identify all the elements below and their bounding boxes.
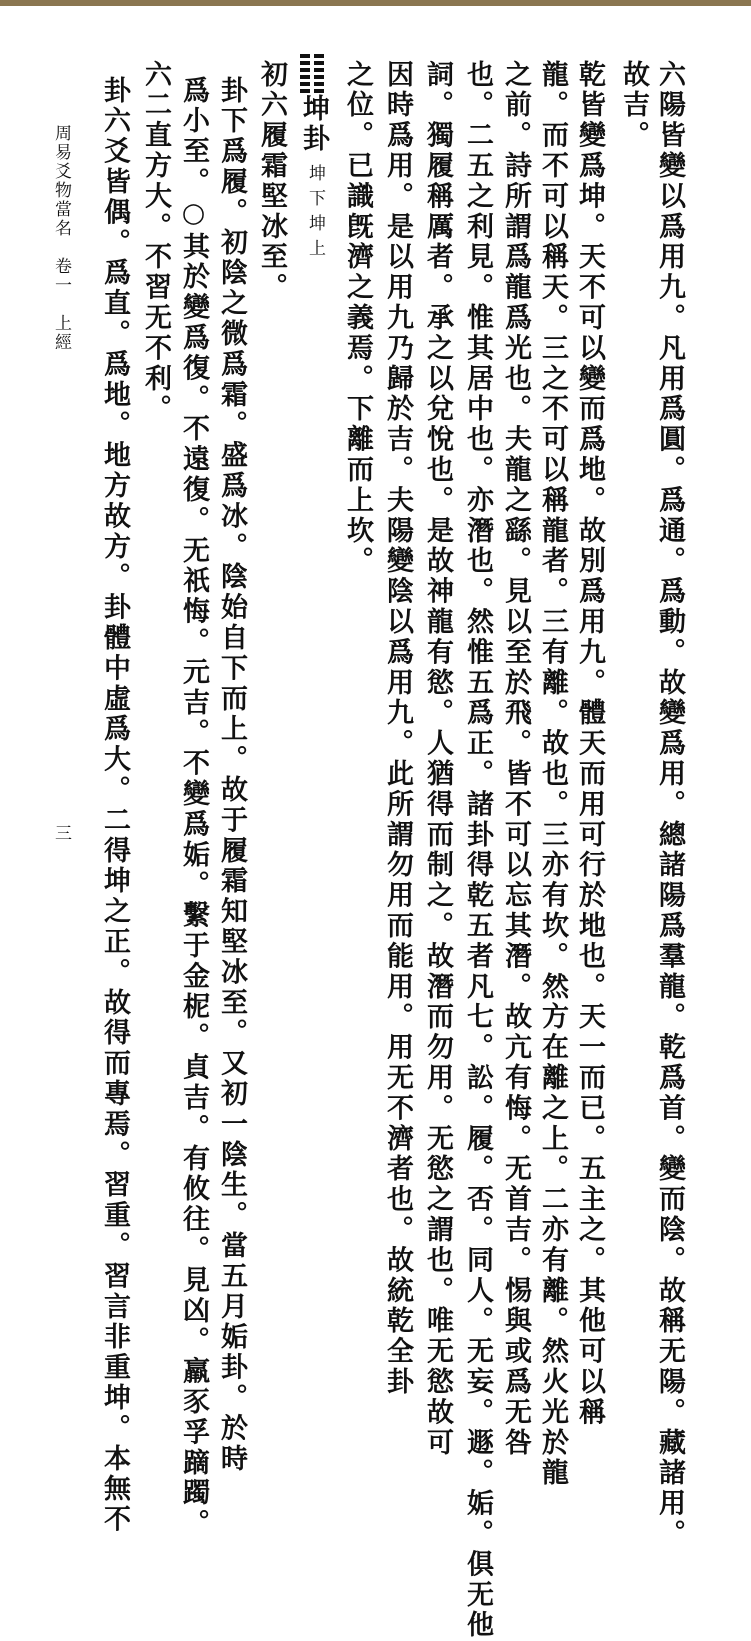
text-column-13: 卦下爲履。初陰之微爲霜。盛爲冰。陰始自下而上。故于履霜知堅冰至。又初一陰生。當五月姤卦。於時 <box>216 76 247 1475</box>
page-number: 三 <box>51 824 71 843</box>
text-column-16: 卦六爻皆偶。爲直。爲地。地方故方。卦體中虛爲大。二得坤之正。故得而專焉。習重。習言非重坤。本無不 <box>99 76 130 1536</box>
hexagram-trigrams: 坤下坤上 <box>305 164 325 264</box>
text-column-2: 故吉。 <box>618 60 649 152</box>
text-column-6: 也。二五之利見。惟其居中也。亦潛也。然惟五爲正。諸卦得乾五者凡七。訟。履。否。同人。无妄。遯。姤。俱无他 <box>462 60 493 1641</box>
text-column-3: 乾皆變爲坤。天不可以變而爲地。故別爲用九。體天而用可行於地也。天一而已。五主之。其他可以稱 <box>574 60 605 1428</box>
margin-title: 周易爻物當名 卷一 上經 <box>51 124 71 352</box>
text-column-7: 詞。獨履稱厲者。承之以兌悅也。是故神龍有慾。人猶得而制之。故潛而勿用。无慾之謂也。唯无慾故可 <box>422 60 453 1459</box>
text-column-1: 六陽皆變以爲用九。凡用爲圓。爲通。爲動。故變爲用。總諸陽爲羣龍。乾爲首。變而陰。故稱无陽。藏諸用。 <box>654 60 685 1550</box>
text-column-8: 因時爲用。是以用九乃歸於吉。夫陽變陰以爲用九。此所謂勿用而能用。用无不濟者也。故統乾全卦 <box>382 60 413 1398</box>
text-column-5: 之前。詩所謂爲龍爲光也。夫龍之繇。見以至於飛。皆不可以忘其潛。故亢有悔。无首吉。惕與或爲无咎 <box>500 60 531 1459</box>
document-page <box>0 6 751 1641</box>
text-column-9: 之位。已識旣濟之義焉。下離而上坎。 <box>342 60 373 577</box>
text-column-4: 龍。而不可以稱天。三之不可以稱龍者。三有離。故也。三亦有坎。然方在離之上。二亦有離。然火光於龍 <box>537 60 568 1489</box>
kun-hexagram-icon <box>300 54 324 93</box>
text-column-12: 初六履霜堅冰至。 <box>256 60 287 304</box>
text-column-14: 爲小至。○其於變爲復。不遠復。无祇悔。元吉。不變爲姤。繫于金柅。貞吉。有攸往。見凶。羸豕孚蹢躅。 <box>178 76 209 1540</box>
text-column-15: 六二直方大。不習无不利。 <box>140 60 171 425</box>
hexagram-name: 坤卦 <box>298 94 329 155</box>
